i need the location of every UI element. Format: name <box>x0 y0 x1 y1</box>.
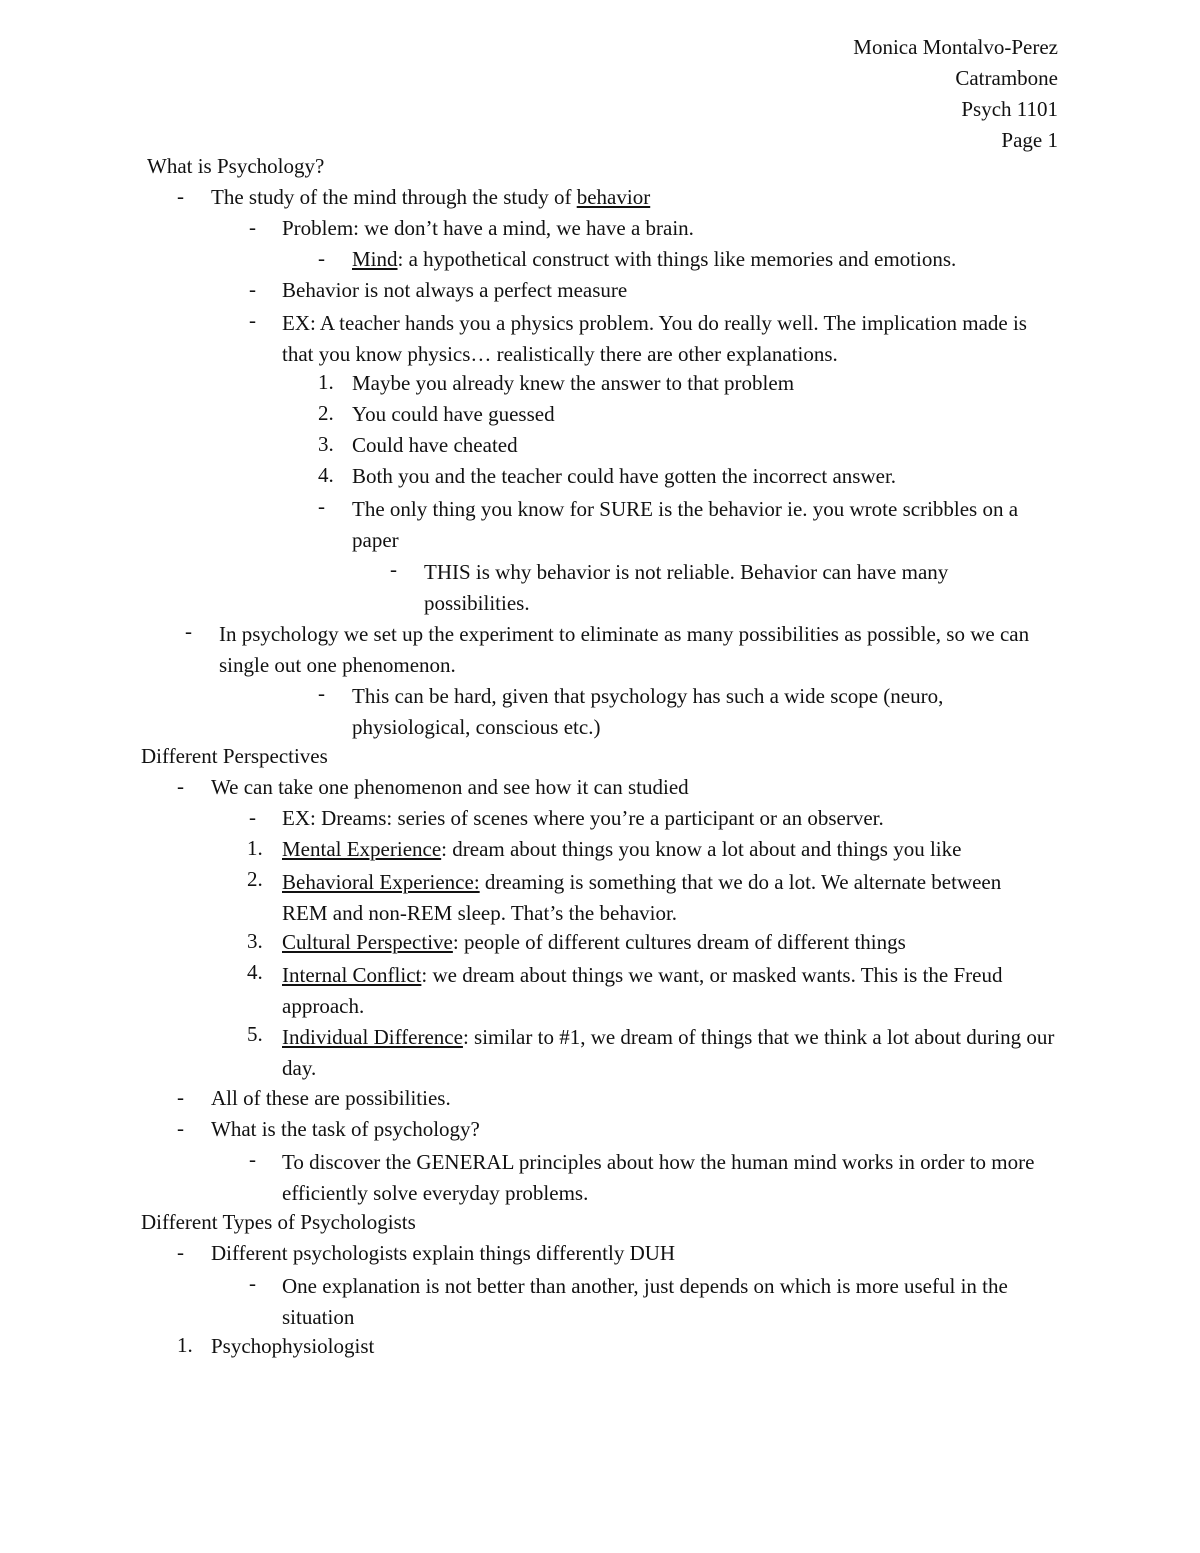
dash-marker: - <box>318 681 325 705</box>
bullet-item: Mind: a hypothetical construct with things like memories and emotions. <box>352 247 957 271</box>
numbered-item: Psychophysiologist <box>211 1334 375 1358</box>
numbered-item: Maybe you already knew the answer to that problem <box>352 371 795 395</box>
list-number: 4. <box>247 960 263 984</box>
underlined-term: Internal Conflict <box>282 963 422 987</box>
numbered-item: Could have cheated <box>352 433 518 457</box>
underlined-term: Individual Difference <box>282 1025 463 1049</box>
dash-marker: - <box>318 246 325 270</box>
bullet-item: The study of the mind through the study of behavior <box>211 185 651 209</box>
list-number: 3. <box>318 432 334 456</box>
bullet-item: Problem: we don’t have a mind, we have a brain. <box>282 216 694 240</box>
dash-marker: - <box>249 308 256 332</box>
section-heading: Different Perspectives <box>141 744 328 768</box>
numbered-item: Cultural Perspective: people of different cultures dream of different things <box>282 930 906 954</box>
bullet-item: To discover the GENERAL principles about how the human mind works in order to more efficiently solve everyday problems. <box>282 1150 1035 1205</box>
bullet-item: EX: Dreams: series of scenes where you’re a participant or an observer. <box>282 806 884 830</box>
bullet-item: In psychology we set up the experiment to eliminate as many possibilities as possible, so we can single out one phenomenon. <box>219 622 1030 677</box>
numbered-item: Both you and the teacher could have gotten the incorrect answer. <box>352 464 897 488</box>
numbered-item: Behavioral Experience: dreaming is something that we do a lot. We alternate between REM and non-REM sleep. That’s the behavior. <box>282 870 1002 925</box>
dash-marker: - <box>249 1271 256 1295</box>
bullet-item: The only thing you know for SURE is the behavior ie. you wrote scribbles on a paper <box>352 497 1019 552</box>
instructor-name: Catrambone <box>955 66 1058 90</box>
bullet-item: We can take one phenomenon and see how it can studied <box>211 775 689 799</box>
dash-marker: - <box>177 774 184 798</box>
numbered-item: You could have guessed <box>352 402 555 426</box>
list-number: 4. <box>318 463 334 487</box>
list-number: 5. <box>247 1022 263 1046</box>
bullet-item: One explanation is not better than another, just depends on which is more useful in the situation <box>282 1274 1008 1329</box>
dash-marker: - <box>318 494 325 518</box>
dash-marker: - <box>177 184 184 208</box>
course-name: Psych 1101 <box>961 97 1058 121</box>
dash-marker: - <box>177 1085 184 1109</box>
bullet-item: What is the task of psychology? <box>211 1117 480 1141</box>
dash-marker: - <box>177 1116 184 1140</box>
dash-marker: - <box>390 557 397 581</box>
underlined-term: Behavioral Experience: <box>282 870 480 894</box>
document-header <box>853 32 1058 156</box>
underlined-term: Mind <box>352 247 398 271</box>
bullet-item: Behavior is not always a perfect measure <box>282 278 628 302</box>
bullet-item: This can be hard, given that psychology has such a wide scope (neuro, physiological, conscious etc.) <box>352 684 944 739</box>
bullet-item: All of these are possibilities. <box>211 1086 451 1110</box>
numbered-item: Mental Experience: dream about things you know a lot about and things you like <box>282 837 962 861</box>
bullet-item: THIS is why behavior is not reliable. Behavior can have many possibilities. <box>424 560 949 615</box>
numbered-item: Individual Difference: similar to #1, we dream of things that we think a lot about during our day. <box>282 1025 1055 1080</box>
dash-marker: - <box>185 619 192 643</box>
author-name: Monica Montalvo-Perez <box>853 35 1058 59</box>
dash-marker: - <box>177 1240 184 1264</box>
dash-marker: - <box>249 805 256 829</box>
dash-marker: - <box>249 277 256 301</box>
underlined-term: behavior <box>576 185 651 209</box>
numbered-item: Internal Conflict: we dream about things we want, or masked wants. This is the Freud approach. <box>282 963 1003 1018</box>
section-heading: Different Types of Psychologists <box>141 1210 416 1234</box>
list-number: 1. <box>177 1333 193 1357</box>
list-number: 2. <box>318 401 334 425</box>
list-number: 1. <box>318 370 334 394</box>
list-number: 1. <box>247 836 263 860</box>
dash-marker: - <box>249 215 256 239</box>
page-number: Page 1 <box>1001 128 1058 152</box>
section-heading: What is Psychology? <box>147 154 325 178</box>
list-number: 2. <box>247 867 263 891</box>
bullet-item: Different psychologists explain things differently DUH <box>211 1241 676 1265</box>
bullet-item: EX: A teacher hands you a physics problem. You do really well. The implication made is that you know physics… realistically there are other explanations. <box>282 311 1027 366</box>
dash-marker: - <box>249 1147 256 1171</box>
underlined-term: Cultural Perspective <box>282 930 453 954</box>
underlined-term: Mental Experience <box>282 837 442 861</box>
list-number: 3. <box>247 929 263 953</box>
